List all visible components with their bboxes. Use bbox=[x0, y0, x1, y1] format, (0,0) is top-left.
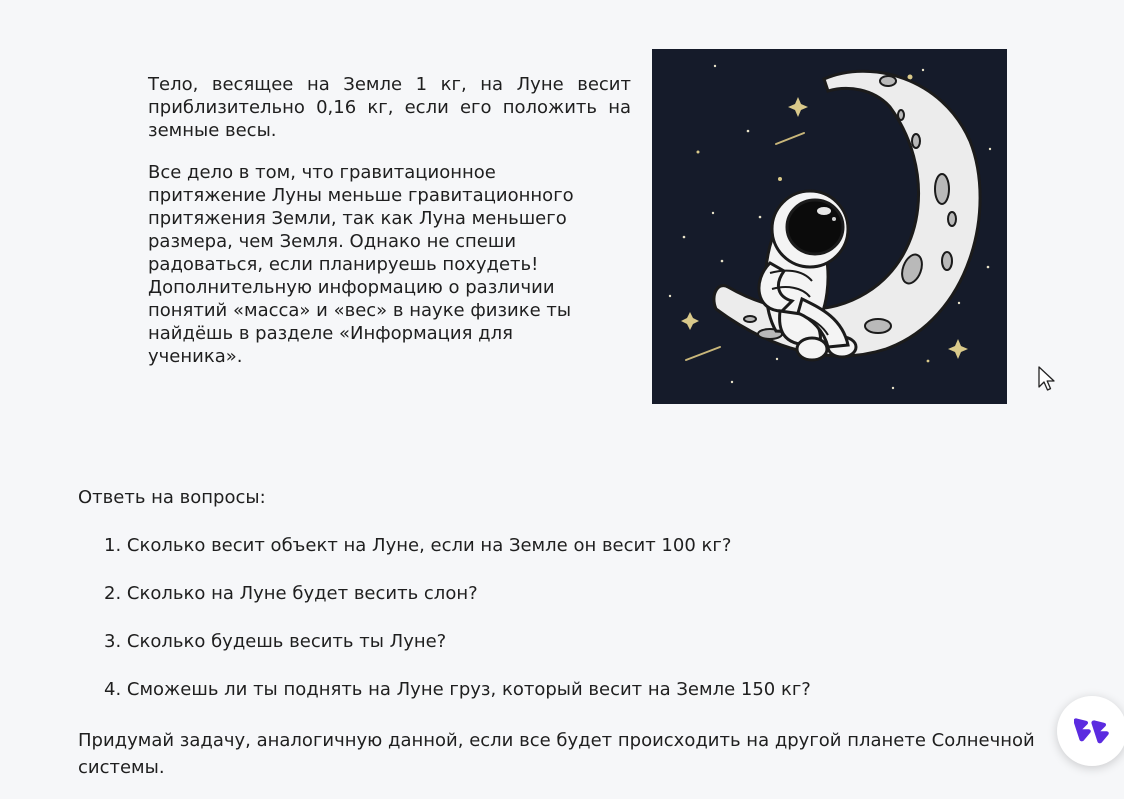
task-text: Придумай задачу, аналогичную данной, если все будет происходить на другой планете Солнечной системы. bbox=[78, 730, 1035, 778]
intro-text bbox=[148, 73, 631, 368]
mouse-cursor-icon bbox=[1038, 366, 1056, 392]
list-item: 3. Сколько будешь весить ты Луне? bbox=[104, 631, 447, 652]
quote-chat-icon bbox=[1074, 716, 1110, 746]
intro-paragraph-2: Все дело в том, что гравитационное притяжение Луны меньше гравитационного притяжения Земли, так как Луна меньшего размера, чем Земля. Однако не спеши радоваться, если планируешь похудеть! Дополнительную информацию о различии понятий «масса» и «вес» в науке физике ты найдёшь в разделе «Информация для ученика». bbox=[148, 162, 574, 367]
chat-widget-button[interactable] bbox=[1057, 696, 1124, 766]
list-item: 2. Сколько на Луне будет весить слон? bbox=[104, 583, 478, 604]
list-item: 1. Сколько весит объект на Луне, если на Земле он весит 100 кг? bbox=[104, 535, 732, 556]
list-item: 4. Сможешь ли ты поднять на Луне груз, который весит на Земле 150 кг? bbox=[104, 679, 811, 700]
question-list bbox=[104, 534, 811, 726]
questions-title: Ответь на вопросы: bbox=[78, 487, 266, 508]
intro-paragraph-1: Тело, весящее на Земле 1 кг, на Луне весит приблизительно 0,16 кг, если его положить на земные весы. bbox=[148, 74, 631, 141]
astronaut-on-moon-illustration bbox=[652, 49, 1007, 404]
